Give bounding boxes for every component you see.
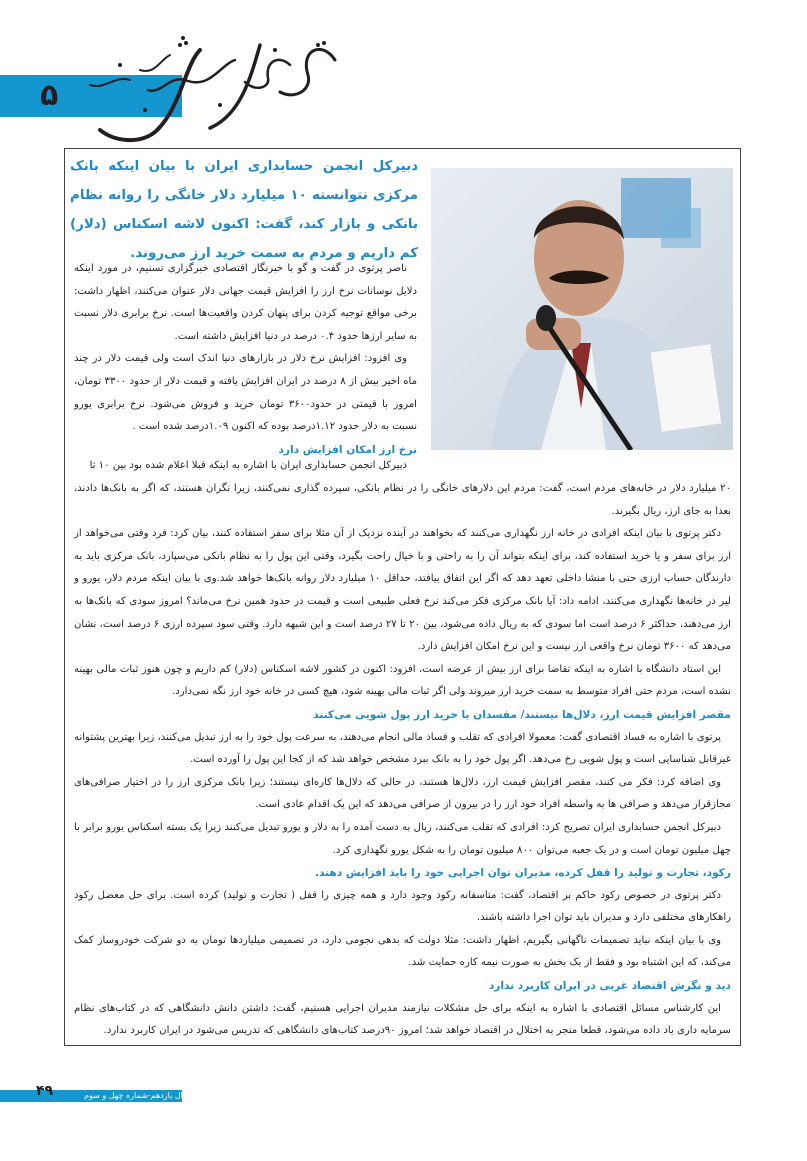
article-lead: دبیرکل انجمن حسابداری ایران با بیان اینکه بانک مرکزی نتوانسته ۱۰ میلیارد دلار خانگی را روانه نظام بانکی و بازار کند، گفت: اکنون لاشه اسکناس (دلار) کم داریم و مردم به سمت خرید ارز می‌روند. — [70, 159, 418, 261]
paragraph: دکتر پرتوی با بیان اینکه افرادی در خانه ارز نگهداری می‌کنند که بخواهند در آینده نزدیک از آن مثلا برای سفر استفاده کنند، بیان کرد: فرد وقتی می‌خواهد از ارز برای سفر و یا خرید استفاده کند، برای اینکه بتواند آن را به راحتی و با خیال راحت بگیرد، وقتی این پول را به نظام بانکی می‌سپارد، بانک مرکزی باید به دارندگان حساب ارزی حتی با منشا داخلی تعهد دهد که اگر این اتفاق بیافتد، حداقل ۱۰ میلیارد دلار روانه بانک‌ها خواهد شد.وی با بیان اینکه مردم دلار، یورو و لیر در خانه‌ها نگهداری می‌کنند، ادامه داد: آیا بانک مرکزی فکر می‌کند نرخ فعلی طبیعی است و قیمت در حدود همین نرخ می‌ماند؟ امروز سودی که بانک‌ها به ارز می‌دهند، حداکثر ۶ درصد است اما سودی که به ریال داده می‌شود، بین ۲۰ تا ۲۷ درصد است و این شبهه دارد. وقتی سود سپرده ارزی ۶ درصد است، نشان می‌دهد که ۳۶۰۰ تومان نرخ واقعی ارز نیست و این نرخ امکان افزایش دارد. — [74, 528, 732, 653]
paragraph: دکتر پرتوی در خصوص رکود حاکم بر اقتصاد، گفت: متاسفانه رکود وجود دارد و همه چیزی را قفل ( تجارت و تولید) کرده است. برای حل معضل رکود راهکارهای مختلفی دارد و مدیران باید توان اجرا داشته باشند. — [74, 889, 731, 924]
paragraph: این استاد دانشگاه با اشاره به اینکه تقاضا برای ارز بیش از عرضه است، افزود: اکنون در کشور لاشه اسکناس (دلار) کم داریم و چون هنوز ثبات مالی بهینه نشده است، مردم حتی افراد متوسط به سمت خرید ارز میروند ولی اگر ثبات مالی بهینه شود، هیچ کسی در خانه خود ارز نگه نمی‌دارد. — [74, 663, 731, 698]
subheading: نرخ ارز امکان افزایش دارد — [278, 443, 417, 456]
full-width-column — [74, 478, 731, 1043]
paragraph: ۲۰ میلیارد دلار در خانه‌های مردم است، گفت: مردم این دلارهای خانگی را در نظام بانکی، سپرده گذاری نمی‌کنند، زیرا نگران هستند، که اگر به بانک‌ها دادند، بعدا به جای ارز، ریال بگیرند. — [74, 483, 731, 517]
page-number: ۴۹ — [36, 1083, 54, 1099]
section-number: ۵ — [40, 78, 59, 113]
subheading: دید و نگرش اقتصاد غربی در ایران کاربرد ندارد — [488, 980, 731, 993]
paragraph: وی با بیان اینکه نباید تصمیمات ناگهانی بگیریم، اظهار داشت: مثلا دولت که بدهی نجومی دارد، در تصمیمی میلیاردها تومان به دو شرکت خودروساز کمک می‌کند، که این اشتباه بود و فقط از یک بخش به صورت نیمه کاره حمایت شد. — [74, 934, 731, 969]
paragraph: ناصر پرتوی در گفت و گو با خبرنگار اقتصادی خبرگزاری تسنیم، در مورد اینکه دلایل نوسانات نرخ ارز را افزایش قیمت جهانی دلار عنوان می‌کنند، اظهار داشت: برخی مواقع توجیه کردن برای پنهان کردن واقعیت‌ها است. نرخ برابری دلار نسبت به سایر ارزها حدود ۰.۴ درصد در دنیا افزایش داشته است. — [74, 263, 417, 342]
subheading: مقصر افزایش قیمت ارز، دلال‌ها نیستند/ مفسدان با خرید ارز پول شویی می‌کنند — [313, 708, 731, 721]
speaker-photo — [431, 168, 733, 450]
magazine-logo — [60, 20, 360, 150]
magazine-title: دانش و پژوهش حسابداری — [60, 20, 71, 21]
paragraph: وی اضافه کرد: فکر می کنند، مقصر افزایش قیمت ارز، دلال‌ها هستند، در حالی که دلال‌ها کاره‌ای نیستند؛ زیرا بانک مرکزی ارز را در اختیار صرافی‌های مجازقرار می‌دهد و صرافی ها به واسطه افراد خود ارز را در بیرون از صرافی می‌دهد که این یک اقدام عادی است. — [74, 776, 731, 811]
subheading: رکود، تجارت و تولید را قفل کرده، مدیران توان اجرایی خود را باید افزایش دهند. — [314, 867, 731, 880]
paragraph: پرتوی با اشاره به فساد اقتصادی گفت: معمولا افرادی که تقلب و فساد مالی انجام می‌دهند، به سرعت پول خود را به ارز تبدیل می‌کنند، زیرا بهترین پشتوانه غیرقابل شناسایی است و پول شویی رخ می‌دهد. اگر پول خود را به بانک ببرد مشخص خواهد شد که از کجا این پول را آورده است. — [74, 731, 731, 766]
top-column — [74, 258, 417, 461]
paragraph: وی افزود: افزایش نرخ دلار در بازارهای دنیا اندک است ولی قیمت دلار در چند ماه اخیر بیش از ۸ درصد در ایران افزایش یافته و قیمت دلار از حدود ۳۳۰۰ تومان، امروز با قیمتی در حدود۳۶۰۰ تومان خرید و فروش می‌شود. نرخ برابری یورو نسبت به دلار حدود ۱.۱۲درصد بوده که اکنون ۱.۰۹درصد شده است . — [74, 353, 418, 433]
paragraph: دبیرکل انجمن حسابداری ایران تصریح کرد: افرادی که تقلب می‌کنند، ریال به دست آمده را به دلار و یورو تبدیل می‌کنند زیرا یک بسته اسکناس یورو برابر با چهل میلیون تومان است و در یک جعبه می‌توان ۸۰۰ میلیون تومان را به شکل یورو نگهداری کرد. — [74, 821, 731, 856]
paragraph-first-line: دبیرکل انجمن حسابداری ایران با اشاره به اینکه قبلا اعلام شده بود بین ۱۰ تا — [89, 460, 407, 471]
paragraph: این کارشناس مسائل اقتصادی با اشاره به اینکه برای حل مشکلات نیازمند مدیران اجرایی هستیم، گفت: داشتن دانش دانشگاهی که در کتاب‌های نظام سرمایه داری یاد داده می‌شود، قطعا منجر به اختلال در اقتصاد خواهد شد؛ امروز ۹۰درصد کتاب‌های دانشگاهی که تدریس می‌شود در ایران کاربرد ندارد. — [74, 1002, 731, 1037]
issue-label: سال یازدهم-شماره چهل و سوم — [84, 1091, 190, 1100]
